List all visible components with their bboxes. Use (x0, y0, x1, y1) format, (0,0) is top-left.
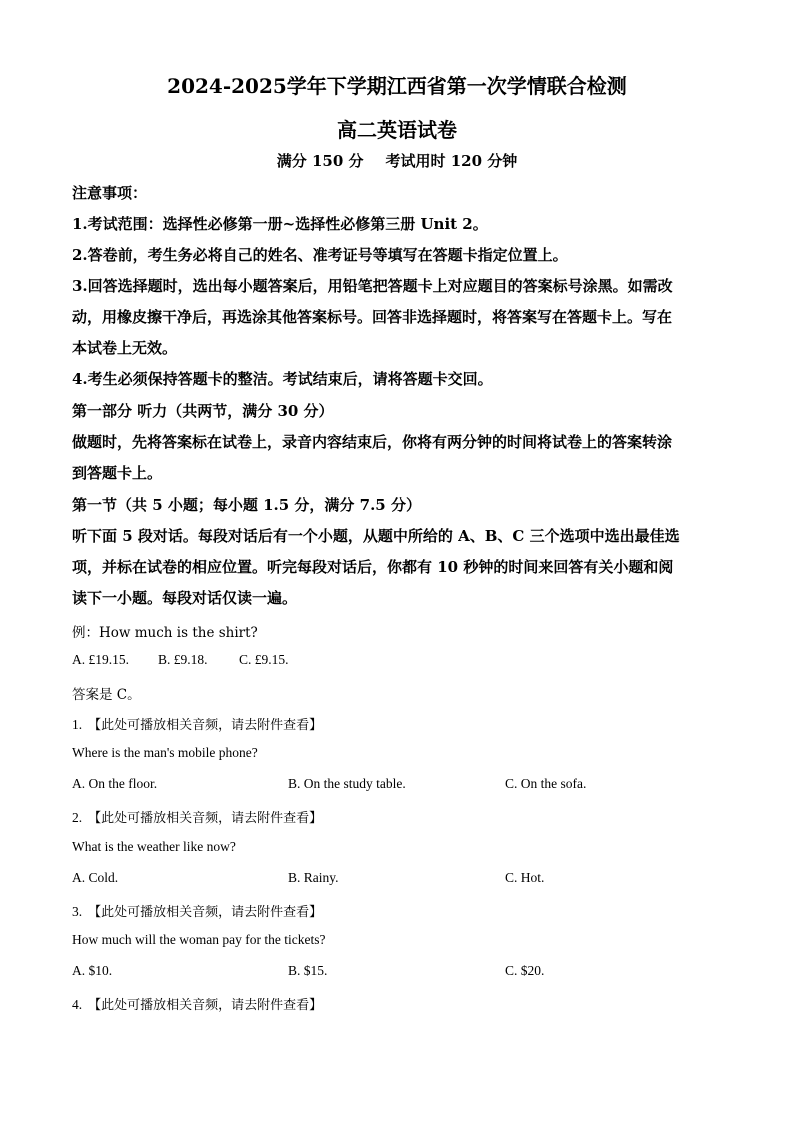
notice-item: 4.考生必须保持答题卡的整洁。考试结束后，请将答题卡交回。 (72, 370, 493, 388)
section-intro: 听下面 5 段对话。每段对话后有一个小题，从题中所给的 A、B、C 三个选项中选出最佳选 (72, 527, 680, 545)
question-1-header (72, 714, 322, 733)
section-intro: 读下一小题。每段对话仅读一遍。 (72, 589, 298, 607)
example-option-c: C. £9.15. (239, 652, 289, 667)
option-c: C. On the sofa. (505, 776, 587, 791)
question-number: 2. (72, 810, 83, 825)
question-number: 4. (72, 997, 83, 1012)
part-heading: 第一部分 听力（共两节，满分 30 分） (72, 402, 334, 420)
question-prompt: What is the weather like now? (72, 839, 236, 854)
question-number: 1. (72, 717, 83, 732)
part-intro: 到答题卡上。 (72, 464, 163, 482)
question-4-header (72, 994, 322, 1013)
option-b: B. On the study table. (288, 776, 406, 791)
notice-item: 动，用橡皮擦干净后，再选涂其他答案标号。回答非选择题时，将答案写在答题卡上。写在 (72, 308, 673, 326)
question-number: 3. (72, 904, 83, 919)
exam-subtitle: 高二英语试卷 (337, 118, 457, 142)
question-prompt: How much will the woman pay for the tickets? (72, 932, 326, 947)
notice-item: 3.回答选择题时，选出每小题答案后，用铅笔把答题卡上对应题目的答案标号涂黑。如需改 (72, 277, 673, 295)
example-answer: 答案是 C。 (72, 687, 141, 703)
example-option-b: B. £9.18. (158, 652, 208, 667)
option-c: C. Hot. (505, 870, 545, 885)
exam-meta (0, 150, 794, 171)
exam-title: 2024-2025学年下学期江西省第一次学情联合检测 (167, 74, 627, 98)
option-a: A. Cold. (72, 870, 119, 885)
part-intro: 做题时，先将答案标在试卷上，录音内容结束后，你将有两分钟的时间将试卷上的答案转涂 (72, 433, 673, 451)
audio-placeholder: 【此处可播放相关音频，请去附件查看】 (88, 905, 323, 920)
option-a: A. $10. (72, 963, 113, 978)
notice-heading: 注意事项： (72, 184, 148, 202)
option-a: A. On the floor. (72, 776, 158, 791)
audio-placeholder: 【此处可播放相关音频，请去附件查看】 (88, 998, 323, 1013)
section-intro: 项，并标在试卷的相应位置。听完每段对话后，你都有 10 秒钟的时间来回答有关小题和阅 (72, 558, 674, 576)
audio-placeholder: 【此处可播放相关音频，请去附件查看】 (88, 811, 323, 826)
section-heading: 第一节（共 5 小题；每小题 1.5 分，满分 7.5 分） (72, 496, 421, 514)
question-2-header (72, 807, 322, 826)
example-prompt: 例：How much is the shirt? (72, 625, 258, 641)
notice-item: 2.答卷前，考生务必将自己的姓名、准考证号等填写在答题卡指定位置上。 (72, 246, 568, 264)
option-b: B. Rainy. (288, 870, 339, 885)
notice-item: 1.考试范围：选择性必修第一册~选择性必修第三册 Unit 2。 (72, 215, 488, 233)
question-prompt: Where is the man's mobile phone? (72, 745, 258, 760)
option-b: B. $15. (288, 963, 328, 978)
exam-duration: 考试用时 120 分钟 (385, 152, 518, 170)
option-c: C. $20. (505, 963, 545, 978)
notice-item: 本试卷上无效。 (72, 339, 178, 357)
question-3-header (72, 901, 322, 920)
example-option-a: A. £19.15. (72, 652, 129, 667)
total-score: 满分 150 分 (276, 152, 364, 170)
audio-placeholder: 【此处可播放相关音频，请去附件查看】 (88, 718, 323, 733)
